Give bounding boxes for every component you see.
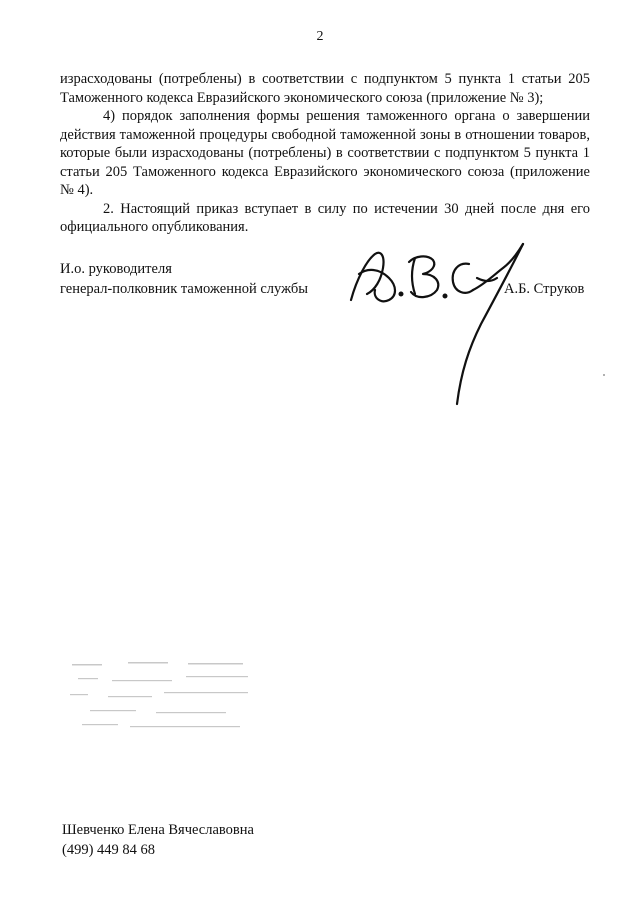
executor-phone: (499) 449 84 68 <box>62 842 156 858</box>
document-body <box>60 70 590 237</box>
signatory-position-line1: И.о. руководителя <box>60 261 172 277</box>
scan-dot-icon <box>602 373 606 377</box>
paragraph-continuation: израсходованы (потреблены) в соответствии с подпунктом 5 пункта 1 статьи 205 Таможенного кодекса Евразийского экономического союза (приложение № 3); <box>60 71 590 106</box>
executor-name: Шевченко Елена Вячеславовна <box>62 822 254 838</box>
signatory-position-line2: генерал-полковник таможенной службы <box>60 281 309 297</box>
page-number: 2 <box>316 29 324 44</box>
paragraph-item-4: 4) порядок заполнения формы решения таможенного органа о завершении действия таможенной процедуры свободной таможенной зоны в отношении товаров, которые были израсходованы (потреблены) в соответствии с подпунктом 5 пункта 1 статьи 205 Таможенного кодекса Евразийского экономического союза (приложение № 4). <box>60 108 590 198</box>
paragraph-effective-date: 2. Настоящий приказ вступает в силу по истечении 30 дней после дня его официального опубликования. <box>60 200 590 235</box>
signatory-name: А.Б. Струков <box>504 281 585 297</box>
faded-stamp-icon <box>68 660 258 740</box>
handwritten-signature-icon <box>345 238 535 408</box>
executor-info <box>62 820 254 860</box>
